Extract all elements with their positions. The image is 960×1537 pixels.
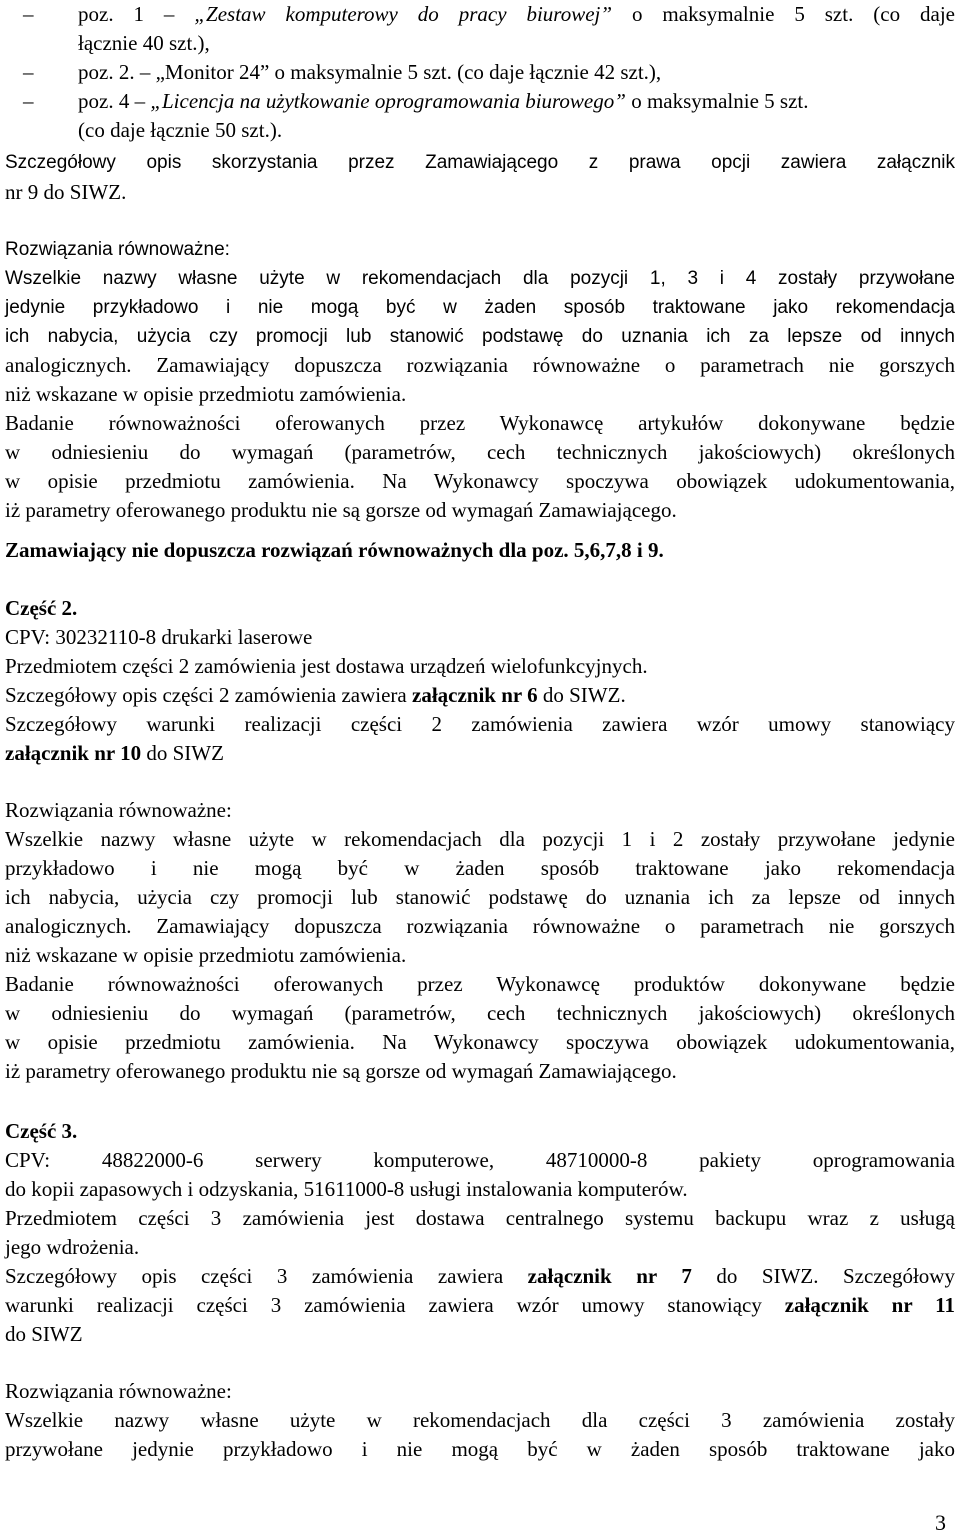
paragraph-line: przywołane jedynie przykładowo i nie mogą być w żaden sposób traktowane jako xyxy=(5,1437,955,1461)
paragraph-line: Wszelkie nazwy własne użyte w rekomendacjach dla pozycji 1 i 2 zostały przywołane jedynie xyxy=(5,827,955,851)
equivalent-solutions-heading: Rozwiązania równoważne: xyxy=(5,239,230,260)
list-item: poz. 2. – „Monitor 24” o maksymalnie 5 szt. (co daje łącznie 42 szt.), xyxy=(78,60,662,84)
subject-line: Przedmiotem części 2 zamówienia jest dostawa urządzeń wielofunkcyjnych. xyxy=(5,654,648,678)
paragraph-line: niż wskazane w opisie przedmiotu zamówienia. xyxy=(5,382,407,406)
paragraph-line: Wszelkie nazwy własne użyte w rekomendacjach dla pozycji 1, 3 i 4 zostały przywołane xyxy=(5,268,955,289)
paragraph-line: jedynie przykładowo i nie mogą być w żaden sposób traktowane jako rekomendacja xyxy=(5,297,955,318)
cpv-line: do kopii zapasowych i odzyskania, 51611000-8 usługi instalowania komputerów. xyxy=(5,1177,688,1201)
equivalent-solutions-heading: Rozwiązania równoważne: xyxy=(5,798,232,822)
list-item: poz. 4 – „Licencja na użytkowanie oprogramowania biurowego” o maksymalnie 5 szt. xyxy=(78,89,809,113)
paragraph-line: niż wskazane w opisie przedmiotu zamówienia. xyxy=(5,943,407,967)
options-paragraph: Szczegółowy opis skorzystania przez Zamawiającego z prawa opcji zawiera załącznik xyxy=(5,152,955,173)
subject-line: Przedmiotem części 3 zamówienia jest dostawa centralnego systemu backupu wraz z usługą xyxy=(5,1206,955,1230)
paragraph-line: w odniesieniu do wymagań (parametrów, cech technicznych jakościowych) określonych xyxy=(5,440,955,464)
list-item-continuation: (co daje łącznie 50 szt.). xyxy=(78,118,283,142)
page-number: 3 xyxy=(935,1510,946,1535)
section-title-part-2: Część 2. xyxy=(5,596,78,620)
list-dash: – xyxy=(23,89,34,113)
paragraph-line: ich nabycia, użycia czy promocji lub stanowić podstawę do uznania ich za lepsze od innych xyxy=(5,326,955,347)
cpv-line: CPV: 48822000-6 serwery komputerowe, 48710000-8 pakiety oprogramowania xyxy=(5,1148,955,1172)
contract-reference-end: załącznik nr 10 do SIWZ xyxy=(5,741,224,765)
contract-reference-end: do SIWZ xyxy=(5,1322,83,1346)
options-paragraph-end: nr 9 do SIWZ. xyxy=(5,180,127,204)
list-item: poz. 1 – „Zestaw komputerowy do pracy biurowej” o maksymalnie 5 szt. (co daje xyxy=(78,2,955,26)
paragraph-line: analogicznych. Zamawiający dopuszcza rozwiązania równoważne o parametrach nie gorszych xyxy=(5,914,955,938)
cpv-line: CPV: 30232110-8 drukarki laserowe xyxy=(5,625,313,649)
list-dash: – xyxy=(23,2,34,26)
contract-reference: warunki realizacji części 3 zamówienia zawiera wzór umowy stanowiący załącznik nr 11 xyxy=(5,1293,956,1317)
section-title-part-3: Część 3. xyxy=(5,1119,78,1143)
paragraph-line: w odniesieniu do wymagań (parametrów, cech technicznych jakościowych) określonych xyxy=(5,1001,955,1025)
paragraph-line: Wszelkie nazwy własne użyte w rekomendacjach dla części 3 zamówienia zostały xyxy=(5,1408,955,1432)
paragraph-line: Badanie równoważności oferowanych przez Wykonawcę artykułów dokonywane będzie xyxy=(5,411,955,435)
paragraph-line: iż parametry oferowanego produktu nie są gorsze od wymagań Zamawiającego. xyxy=(5,1059,677,1083)
equivalent-solutions-heading: Rozwiązania równoważne: xyxy=(5,1379,232,1403)
paragraph-line: w opisie przedmiotu zamówienia. Na Wykonawcy spoczywa obowiązek udokumentowania, xyxy=(5,469,955,493)
list-dash: – xyxy=(23,60,34,84)
paragraph-line: w opisie przedmiotu zamówienia. Na Wykonawcy spoczywa obowiązek udokumentowania, xyxy=(5,1030,955,1054)
paragraph-line: przykładowo i nie mogą być w żaden sposób traktowane jako rekomendacja xyxy=(5,856,955,880)
spec-reference: Szczegółowy opis części 2 zamówienia zawiera załącznik nr 6 do SIWZ. xyxy=(5,683,626,707)
paragraph-line: analogicznych. Zamawiający dopuszcza rozwiązania równoważne o parametrach nie gorszych xyxy=(5,353,955,377)
list-item-continuation: łącznie 40 szt.), xyxy=(78,31,210,55)
subject-line: jego wdrożenia. xyxy=(5,1235,140,1259)
no-equivalent-note: Zamawiający nie dopuszcza rozwiązań równoważnych dla poz. 5,6,7,8 i 9. xyxy=(5,538,664,562)
contract-reference: Szczegółowy warunki realizacji części 2 zamówienia zawiera wzór umowy stanowiący xyxy=(5,712,955,736)
paragraph-line: ich nabycia, użycia czy promocji lub stanowić podstawę do uznania ich za lepsze od innych xyxy=(5,885,955,909)
spec-reference: Szczegółowy opis części 3 zamówienia zawiera załącznik nr 7 do SIWZ. Szczegółowy xyxy=(5,1264,955,1288)
paragraph-line: Badanie równoważności oferowanych przez Wykonawcę produktów dokonywane będzie xyxy=(5,972,955,996)
paragraph-line: iż parametry oferowanego produktu nie są gorsze od wymagań Zamawiającego. xyxy=(5,498,677,522)
